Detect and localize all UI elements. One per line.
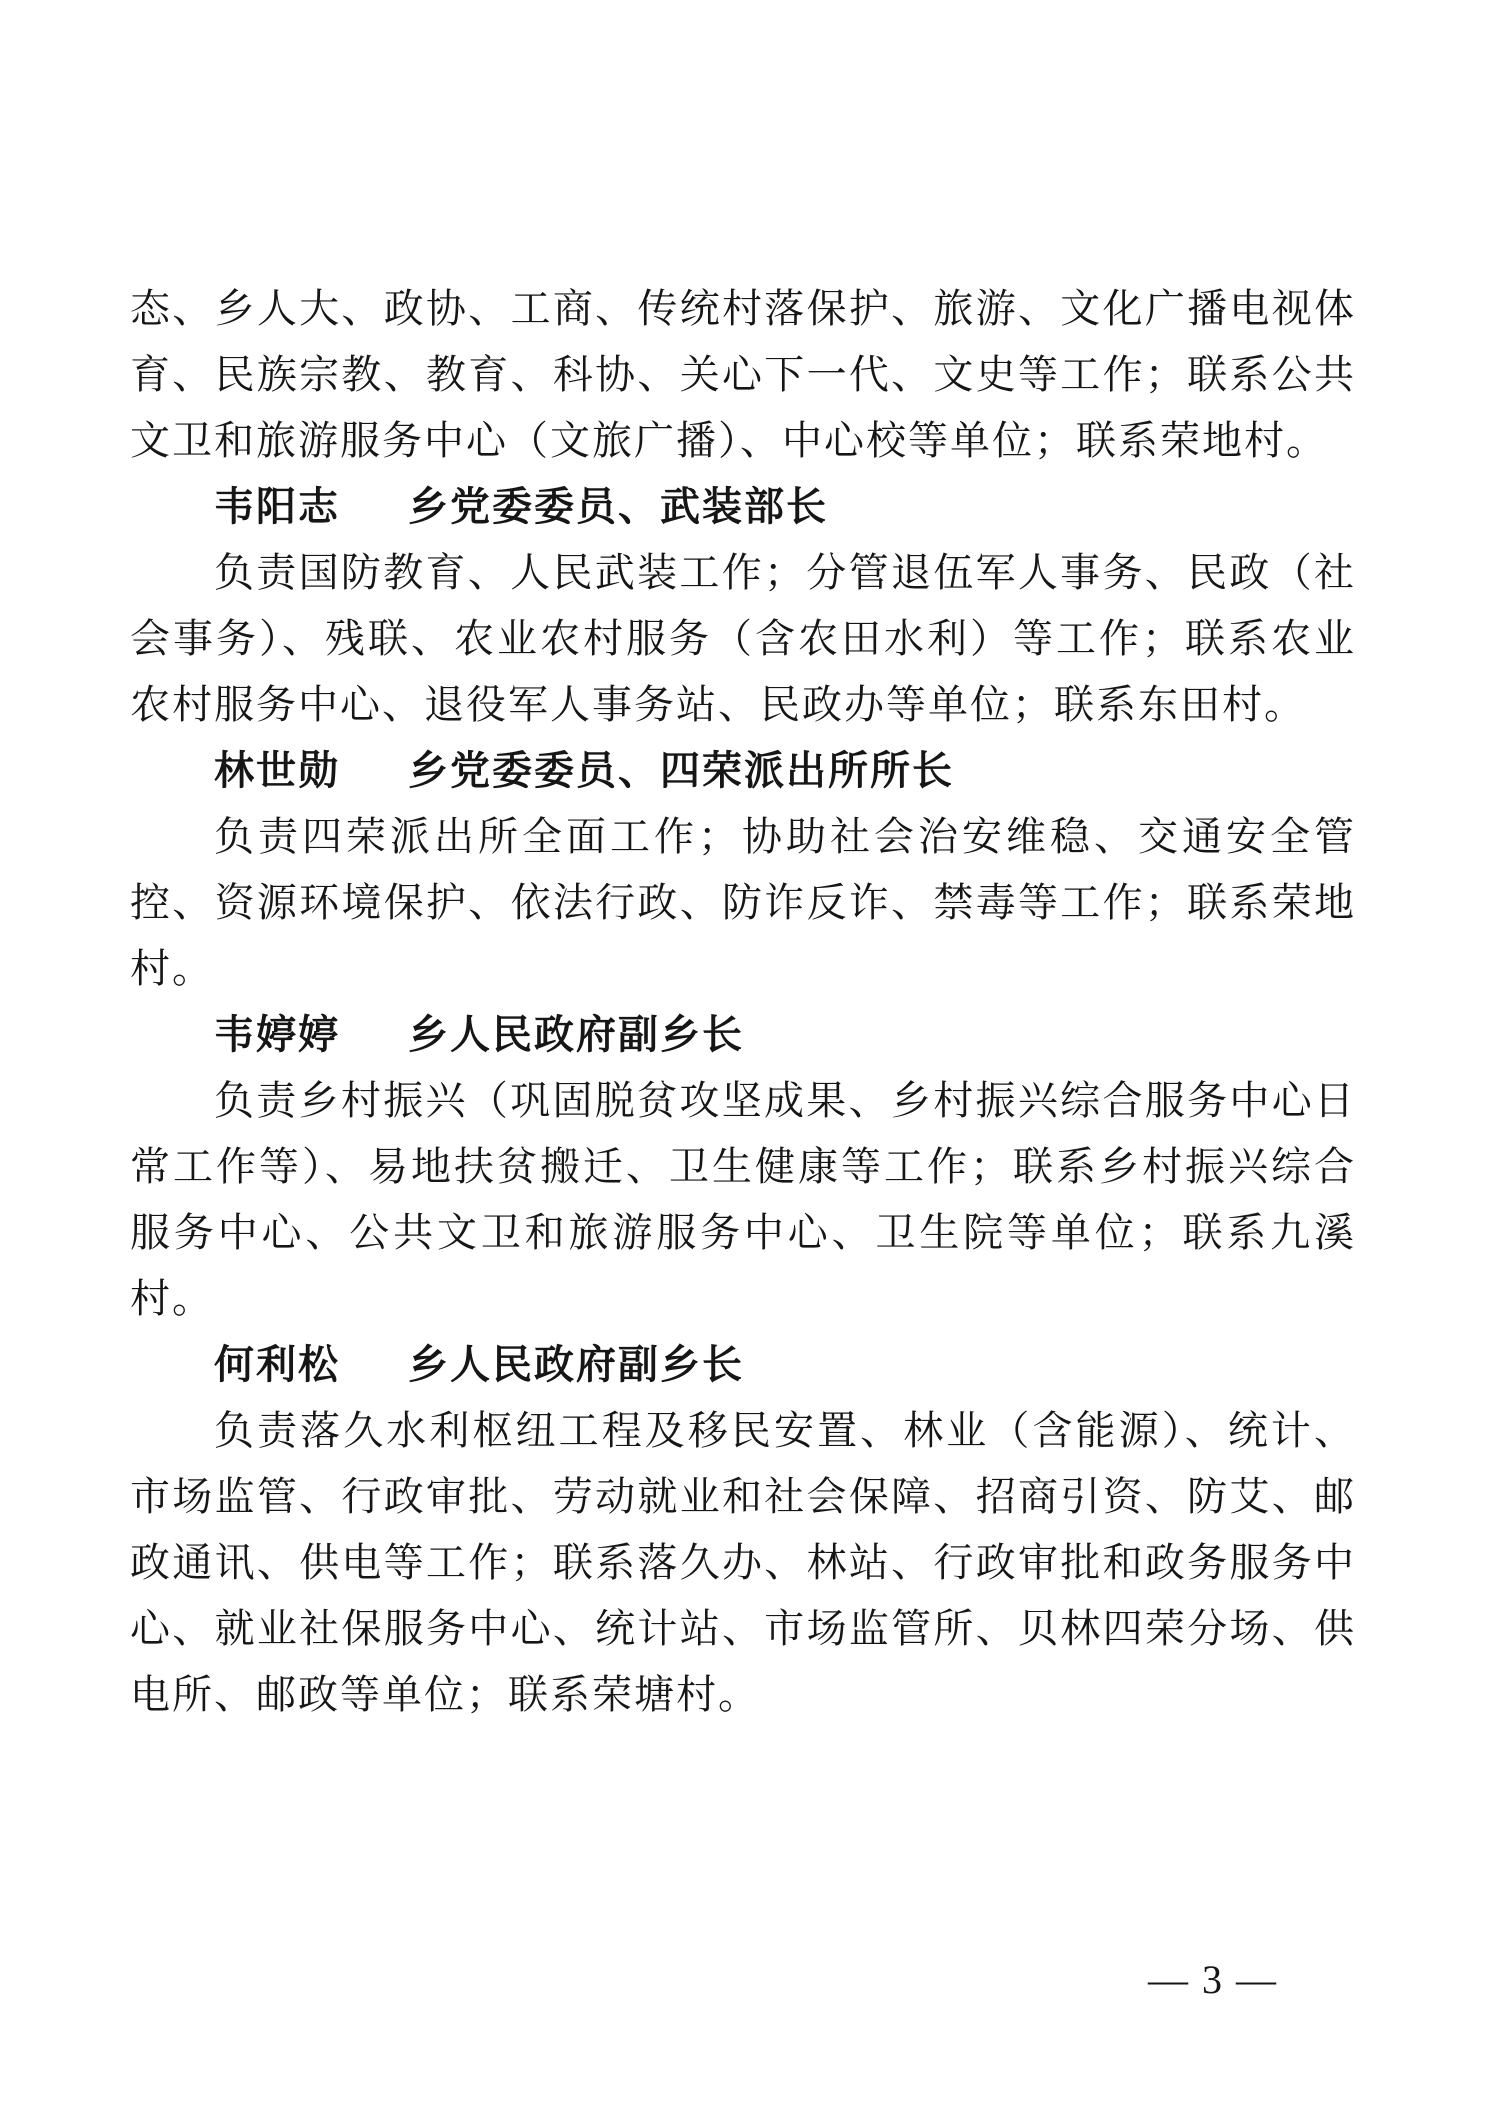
- officer-title: 乡党委委员、武装部长: [408, 484, 828, 529]
- officer-title: 乡人民政府副乡长: [408, 1342, 744, 1387]
- duty-paragraph: 负责乡村振兴（巩固脱贫攻坚成果、乡村振兴综合服务中心日常工作等）、易地扶贫搬迁、卫生健康等工作；联系乡村振兴综合服务中心、公共文卫和旅游服务中心、卫生院等单位；联系九溪村。: [130, 1078, 1356, 1321]
- footer-left-dash: —: [1148, 1957, 1188, 2002]
- document-body: [130, 276, 1356, 1728]
- officer-heading: [130, 474, 1356, 540]
- duty-paragraph: 负责国防教育、人民武装工作；分管退伍军人事务、民政（社会事务）、残联、农业农村服务（含农田水利）等工作；联系农业农村服务中心、退役军人事务站、民政办等单位；联系东田村。: [130, 550, 1356, 727]
- duty-paragraph: 负责落久水利枢纽工程及移民安置、林业（含能源）、统计、市场监管、行政审批、劳动就业和社会保障、招商引资、防艾、邮政通讯、供电等工作；联系落久办、林站、行政审批和政务服务中心、就业社保服务中心、统计站、市场监管所、贝林四荣分场、供电所、邮政等单位；联系荣塘村。: [130, 1408, 1356, 1717]
- officer-heading: [130, 1002, 1356, 1068]
- officer-heading: [130, 1332, 1356, 1398]
- officer-title: 乡党委委员、四荣派出所所长: [408, 748, 954, 793]
- duty-paragraph: 负责四荣派出所全面工作；协助社会治安维稳、交通安全管控、资源环境保护、依法行政、防诈反诈、禁毒等工作；联系荣地村。: [130, 814, 1356, 991]
- footer-right-dash: —: [1236, 1957, 1276, 2002]
- officer-name: 韦阳志: [214, 484, 340, 529]
- officer-name: 何利松: [214, 1342, 340, 1387]
- officer-name: 韦婷婷: [214, 1012, 340, 1057]
- officer-name: 林世勋: [214, 748, 340, 793]
- duty-paragraph: 态、乡人大、政协、工商、传统村落保护、旅游、文化广播电视体育、民族宗教、教育、科协、关心下一代、文史等工作；联系公共文卫和旅游服务中心（文旅广播）、中心校等单位；联系荣地村。: [130, 286, 1356, 463]
- page-footer: [1148, 1956, 1276, 2004]
- officer-heading: [130, 738, 1356, 804]
- page-number: 3: [1202, 1957, 1222, 2002]
- officer-title: 乡人民政府副乡长: [408, 1012, 744, 1057]
